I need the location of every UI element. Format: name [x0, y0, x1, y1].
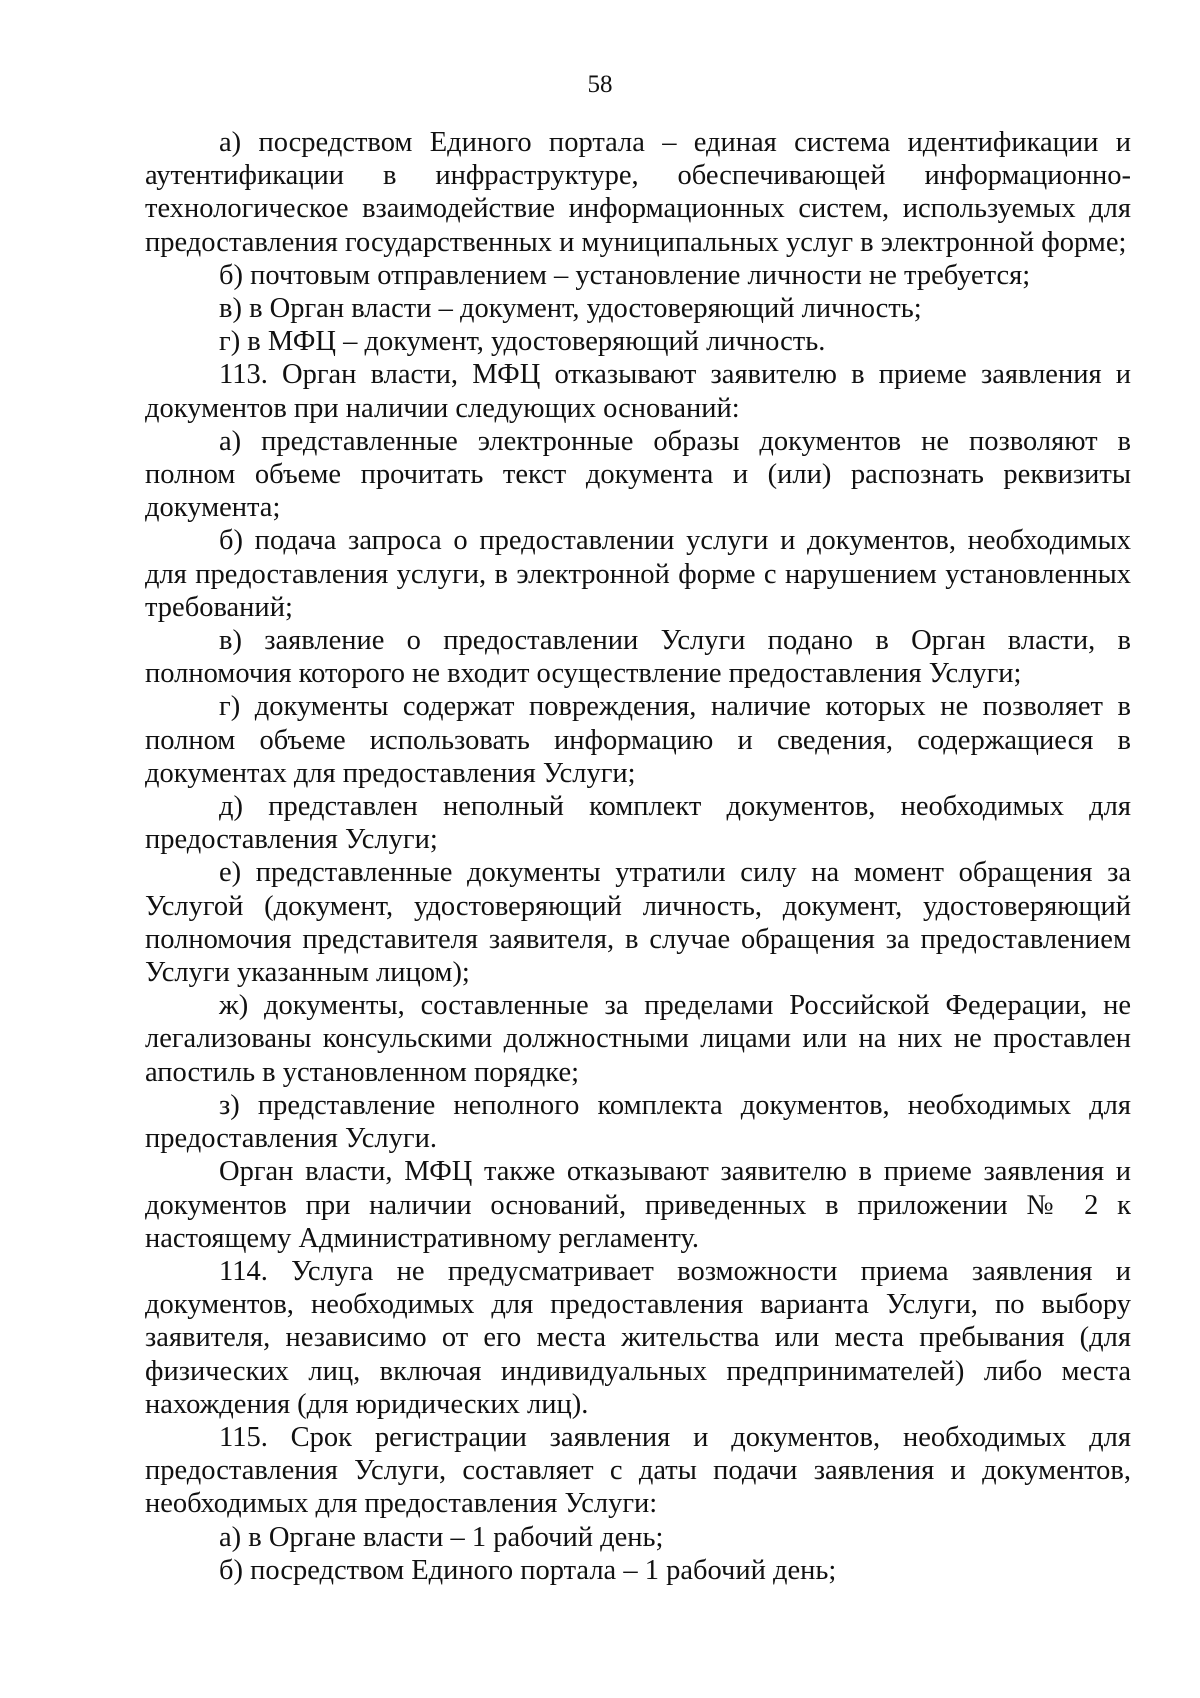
page-number: 58: [587, 71, 613, 98]
paragraph-113-a: а) представленные электронные образы документов не позволяют в полном объеме прочитать текст документа и (или) распознать реквизиты документа;: [145, 425, 1131, 524]
paragraph-113-zh: ж) документы, составленные за пределами Российской Федерации, не легализованы консульскими должностными лицами или на них не проставлен апостиль в установленном порядке;: [145, 990, 1131, 1088]
paragraph-113-intro: 113. Орган власти, МФЦ отказывают заявителю в приеме заявления и документов при наличии следующих оснований:: [145, 359, 1131, 424]
paragraph-113-z: з) представление неполного комплекта документов, необходимых для предоставления Услуги.: [145, 1089, 1131, 1155]
paragraph-identification-mail: б) почтовым отправлением – установление личности не требуется;: [219, 259, 1031, 291]
paragraph-115-b: б) посредством Единого портала – 1 рабочий день;: [219, 1554, 837, 1586]
paragraph-identification-portal: а) посредством Единого портала – единая система идентификации и аутентификации в инфраструктуре, обеспечивающей информационно-технологическое взаимодействие информационных систем, используемых для предоставления государственных и муниципальных услуг в электронной форме;: [145, 127, 1131, 258]
paragraph-113-g: г) документы содержат повреждения, наличие которых не позволяет в полном объеме использовать информацию и сведения, содержащиеся в документах для предоставления Услуги;: [145, 691, 1131, 789]
paragraph-113-b: б) подача запроса о предоставлении услуги и документов, необходимых для предоставления услуги, в электронной форме с нарушением установленных требований;: [145, 525, 1131, 623]
paragraph-identification-authority: в) в Орган власти – документ, удостоверяющий личность;: [219, 293, 922, 325]
paragraph-113-additional: Орган власти, МФЦ также отказывают заявителю в приеме заявления и документов при наличии оснований, приведенных в приложении № 2 к настоящему Административному регламенту.: [145, 1156, 1131, 1254]
paragraph-113-e: е) представленные документы утратили силу на момент обращения за Услугой (документ, удостоверяющий личность, документ, удостоверяющий полномочия представителя заявителя, в случае обращения за предоставлением Услуги указанным лицом);: [145, 857, 1131, 989]
paragraph-115-intro: 115. Срок регистрации заявления и документов, необходимых для предоставления Услуги, составляет с даты подачи заявления и документов, необходимых для предоставления Услуги:: [145, 1421, 1131, 1520]
paragraph-113-v: в) заявление о предоставлении Услуги подано в Орган власти, в полномочия которого не входит осуществление предоставления Услуги;: [145, 625, 1131, 690]
document-body: [145, 126, 1131, 1587]
paragraph-identification-mfc: г) в МФЦ – документ, удостоверяющий личность.: [219, 326, 826, 358]
paragraph-114: 114. Услуга не предусматривает возможности приема заявления и документов, необходимых для предоставления варианта Услуги, по выбору заявителя, независимо от его места жительства или места пребывания (для физических лиц, включая индивидуальных предпринимателей) либо места нахождения (для юридических лиц).: [145, 1255, 1131, 1420]
paragraph-115-a: а) в Органе власти – 1 рабочий день;: [219, 1521, 664, 1553]
paragraph-113-d: д) представлен неполный комплект документов, необходимых для предоставления Услуги;: [145, 791, 1131, 856]
